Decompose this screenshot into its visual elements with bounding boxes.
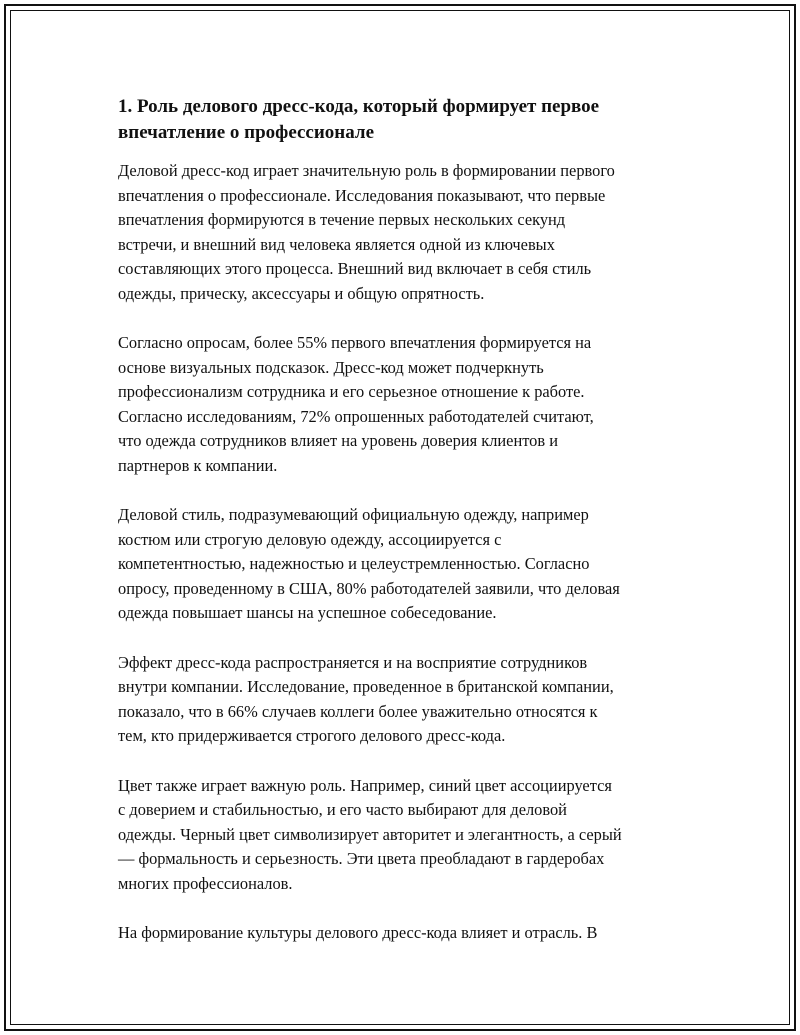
text-line: — формальность и серьезность. Эти цвета преобладают в гардеробах <box>118 849 605 868</box>
text-line: профессионализм сотрудника и его серьезное отношение к работе. <box>118 382 585 401</box>
text-line: Деловой стиль, подразумевающий официальную одежду, например <box>118 505 589 524</box>
text-line: впечатления о профессионале. Исследования показывают, что первые <box>118 185 606 205</box>
text-line: встречи, и внешний вид человека является одной из ключевых <box>118 234 555 254</box>
text-line: Согласно опросам, более 55% первого впечатления формируется на <box>118 333 592 352</box>
text-line: основе визуальных подсказок. Дресс-код может подчеркнуть <box>118 357 544 377</box>
text-line: впечатления формируются в течение первых нескольких секунд <box>118 210 566 229</box>
text-line: одежда повышает шансы на успешное собеседование. <box>118 603 497 622</box>
text-line: Эффект дресс-кода распространяется и на восприятие сотрудников <box>118 652 588 672</box>
paragraph-colors <box>118 774 686 897</box>
paragraph-business-style <box>118 503 686 626</box>
text-line: тем, кто придерживается строгого делового дресс-кода. <box>118 726 506 745</box>
document-content <box>118 94 686 971</box>
text-line: партнеров к компании. <box>118 455 278 475</box>
text-line: одежды. Черный цвет символизирует авторитет и элегантность, а серый <box>118 824 622 844</box>
text-line: составляющих этого процесса. Внешний вид включает в себя стиль <box>118 259 592 278</box>
text-line: Деловой дресс-код играет значительную роль в формировании первого <box>118 161 615 180</box>
paragraph-survey-statistics <box>118 331 686 478</box>
heading-line: 1. Роль делового дресс-кода, который формирует первое <box>118 96 600 117</box>
text-line: костюм или строгую деловую одежду, ассоциируется с <box>118 529 502 549</box>
text-line: Цвет также играет важную роль. Например, синий цвет ассоциируется <box>118 775 612 795</box>
text-line: компетентностью, надежностью и целеустремленностью. Согласно <box>118 554 590 573</box>
text-line: что одежда сотрудников влияет на уровень доверия клиентов и <box>118 431 558 450</box>
text-line: опросу, проведенному в США, 80% работодателей заявили, что деловая <box>118 578 620 598</box>
text-line: внутри компании. Исследование, проведенное в британской компании, <box>118 677 614 696</box>
text-line: многих профессионалов. <box>118 873 293 893</box>
heading-line: впечатление о профессионале <box>118 122 375 143</box>
text-line: с доверием и стабильностью, и его часто выбирают для деловой <box>118 800 567 819</box>
section-heading <box>118 94 686 146</box>
paragraph-first-impression <box>118 159 686 306</box>
text-line: На формирование культуры делового дресс-кода влияет и отрасль. В <box>118 923 598 942</box>
text-line: Согласно исследованиям, 72% опрошенных работодателей считают, <box>118 406 594 426</box>
text-line: показало, что в 66% случаев коллеги более уважительно относятся к <box>118 701 598 721</box>
paragraph-internal-perception <box>118 651 686 749</box>
paragraph-industry <box>118 921 686 946</box>
text-line: одежды, прическу, аксессуары и общую опрятность. <box>118 283 485 303</box>
